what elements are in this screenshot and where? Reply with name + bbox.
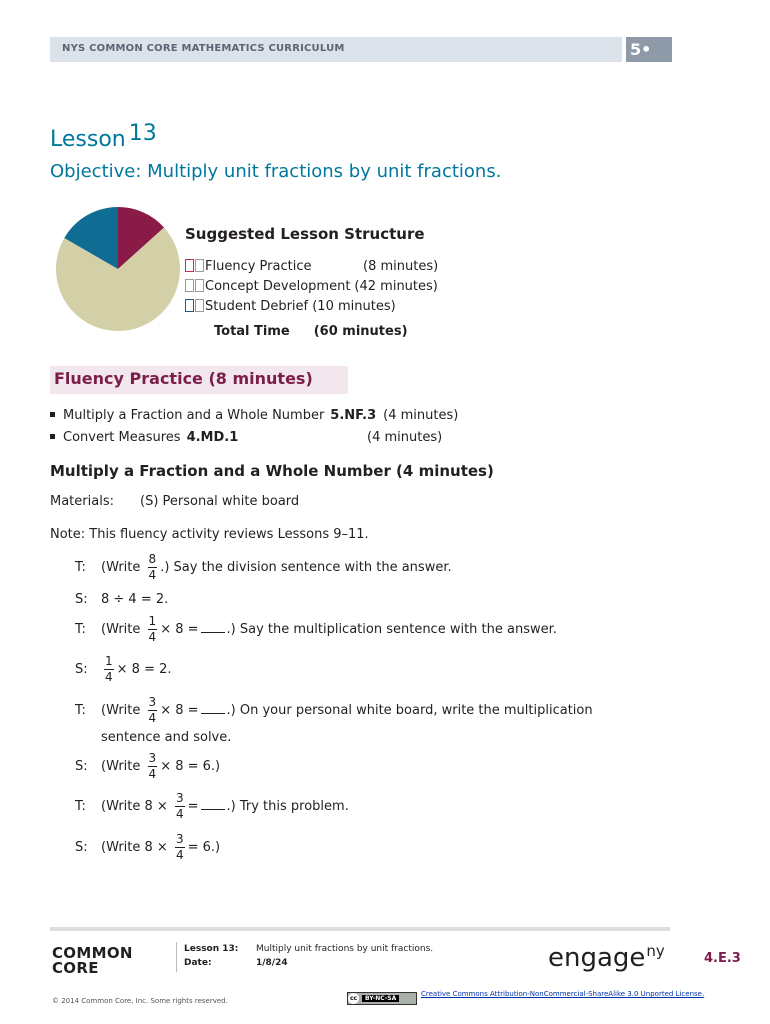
dialogue-text: × 8 = 2. xyxy=(116,662,172,677)
dialogue-line xyxy=(75,832,220,863)
dialogue-line xyxy=(75,791,349,822)
creative-commons-badge[interactable] xyxy=(347,992,417,1005)
cc-icon: cc xyxy=(349,995,358,1002)
copyright: © 2014 Common Core, Inc. Some rights reserved. xyxy=(52,997,228,1005)
section-title: Multiply a Fraction and a Whole Number (4 minutes) xyxy=(50,462,494,480)
dialogue-line xyxy=(75,654,172,685)
fluency-bullet xyxy=(50,408,458,423)
denominator: 4 xyxy=(105,670,113,684)
structure-total xyxy=(214,324,408,339)
fraction xyxy=(175,832,185,863)
brand-text: engage xyxy=(548,943,646,973)
dialogue-text: .) Say the division sentence with the answer. xyxy=(160,560,452,575)
pie-slices xyxy=(56,207,180,331)
checkbox-icon xyxy=(195,299,204,312)
engageny-logo xyxy=(548,942,665,973)
denominator: 4 xyxy=(175,848,184,862)
speaker: T: xyxy=(75,622,86,637)
bullet-icon xyxy=(50,412,55,417)
dialogue-text: (Write 8 × xyxy=(101,799,168,814)
footer-date xyxy=(184,958,328,968)
numerator: 3 xyxy=(175,791,184,805)
dialogue-text: (Write 8 × xyxy=(101,840,168,855)
bullet-text: Convert Measures xyxy=(63,430,181,445)
footer-lesson-label: Lesson 13: xyxy=(184,944,239,954)
lesson-label: Lesson xyxy=(50,127,126,152)
dialogue-text: (Write xyxy=(101,560,141,575)
lesson-title xyxy=(50,121,157,152)
speaker: T: xyxy=(75,703,86,718)
license-link[interactable]: Creative Commons Attribution-NonCommercial-ShareAlike 3.0 Unported License. xyxy=(421,990,705,998)
dialogue-text: (Write xyxy=(101,759,141,774)
total-value: (60 minutes) xyxy=(313,324,408,339)
fraction xyxy=(148,614,158,645)
answer-blank xyxy=(201,713,225,714)
speaker: T: xyxy=(75,799,86,814)
bullet-text: Multiply a Fraction and a Whole Number xyxy=(63,408,325,423)
bullet-icon xyxy=(50,434,55,439)
structure-item-time: (8 minutes) xyxy=(363,259,439,274)
denominator: 4 xyxy=(148,568,157,582)
dialogue-text: .) On your personal white board, write the multiplication xyxy=(226,703,593,718)
denominator: 4 xyxy=(148,630,157,644)
dialogue-text: × 8 = xyxy=(160,622,199,637)
footer-bar xyxy=(50,927,670,931)
fraction xyxy=(104,654,114,685)
footer-lesson-value: Multiply unit fractions by unit fractions. xyxy=(256,944,434,954)
dialogue-text: (Write xyxy=(101,622,141,637)
dialogue-line xyxy=(75,592,168,607)
bullet-standard: 5.NF.3 xyxy=(330,408,377,423)
dialogue-text: × 8 = xyxy=(160,703,199,718)
checkbox-icon xyxy=(185,279,194,292)
structure-item-label: Fluency Practice xyxy=(205,259,312,274)
numerator: 8 xyxy=(148,552,157,566)
structure-item-fluency xyxy=(185,259,438,274)
numerator: 3 xyxy=(175,832,184,846)
numerator: 1 xyxy=(105,654,113,668)
materials xyxy=(50,494,300,509)
materials-value: (S) Personal white board xyxy=(140,494,300,509)
curriculum-title: NYS COMMON CORE MATHEMATICS CURRICULUM xyxy=(62,43,345,54)
footer-lesson xyxy=(184,944,433,954)
speaker: S: xyxy=(75,840,88,855)
checkbox-icon xyxy=(185,299,194,312)
dialogue-text: (Write xyxy=(101,703,141,718)
license-tag: BY-NC-SA xyxy=(362,995,399,1002)
denominator: 4 xyxy=(148,767,157,781)
numerator: 3 xyxy=(148,695,157,709)
numerator: 3 xyxy=(148,751,157,765)
dialogue-text: = xyxy=(187,799,199,814)
dialogue-text: = 6.) xyxy=(187,840,221,855)
footer-divider xyxy=(176,942,177,972)
fraction xyxy=(175,791,185,822)
grade-tab: 5• xyxy=(626,37,672,62)
structure-item-label: Concept Development xyxy=(205,279,351,294)
structure-item-debrief xyxy=(185,299,396,314)
denominator: 4 xyxy=(175,807,184,821)
materials-label: Materials: xyxy=(50,494,114,509)
total-label: Total Time xyxy=(214,324,290,339)
dialogue-text: × 8 = 6.) xyxy=(160,759,221,774)
footer-date-value: 1/8/24 xyxy=(256,958,288,968)
dialogue-text: .) Say the multiplication sentence with the answer. xyxy=(226,622,557,637)
lesson-structure-pie-chart xyxy=(55,205,181,337)
speaker: S: xyxy=(75,662,88,677)
speaker: S: xyxy=(75,592,88,607)
lesson-objective: Objective: Multiply unit fractions by unit fractions. xyxy=(50,161,502,182)
answer-blank xyxy=(201,809,225,810)
lesson-number: 13 xyxy=(128,121,157,146)
dialogue-text: .) Try this problem. xyxy=(226,799,349,814)
logo-text: COMMON xyxy=(52,944,133,962)
bullet-time: (4 minutes) xyxy=(383,408,459,423)
brand-sup: ny xyxy=(646,942,665,960)
checkbox-icon xyxy=(195,259,204,272)
note: Note: This fluency activity reviews Lessons 9–11. xyxy=(50,527,369,542)
structure-item-label: Student Debrief (10 minutes) xyxy=(205,299,396,314)
dialogue-line xyxy=(75,751,220,782)
dialogue-line xyxy=(75,695,593,726)
bullet-standard: 4.MD.1 xyxy=(186,430,239,445)
dialogue-continuation: sentence and solve. xyxy=(101,730,232,745)
structure-title: Suggested Lesson Structure xyxy=(185,225,425,243)
logo-text: CORE xyxy=(52,959,99,977)
dialogue-text: 8 ÷ 4 = 2. xyxy=(101,592,169,607)
page-code: 4.E.3 xyxy=(704,951,741,966)
speaker: T: xyxy=(75,560,86,575)
bullet-time: (4 minutes) xyxy=(367,430,443,445)
checkbox-icon xyxy=(185,259,194,272)
answer-blank xyxy=(201,632,225,633)
fluency-bullet xyxy=(50,430,443,445)
denominator: 4 xyxy=(148,711,157,725)
fraction xyxy=(148,751,158,782)
structure-item-time: (42 minutes) xyxy=(354,279,438,294)
fluency-heading: Fluency Practice (8 minutes) xyxy=(54,369,313,388)
numerator: 1 xyxy=(148,614,157,628)
footer-date-label: Date: xyxy=(184,958,212,968)
dialogue-line xyxy=(75,552,452,583)
structure-item-concept xyxy=(185,279,438,294)
common-core-logo xyxy=(52,946,133,976)
fraction xyxy=(148,552,158,583)
checkbox-icon xyxy=(195,279,204,292)
speaker: S: xyxy=(75,759,88,774)
dialogue-line xyxy=(75,614,557,645)
fraction xyxy=(148,695,158,726)
